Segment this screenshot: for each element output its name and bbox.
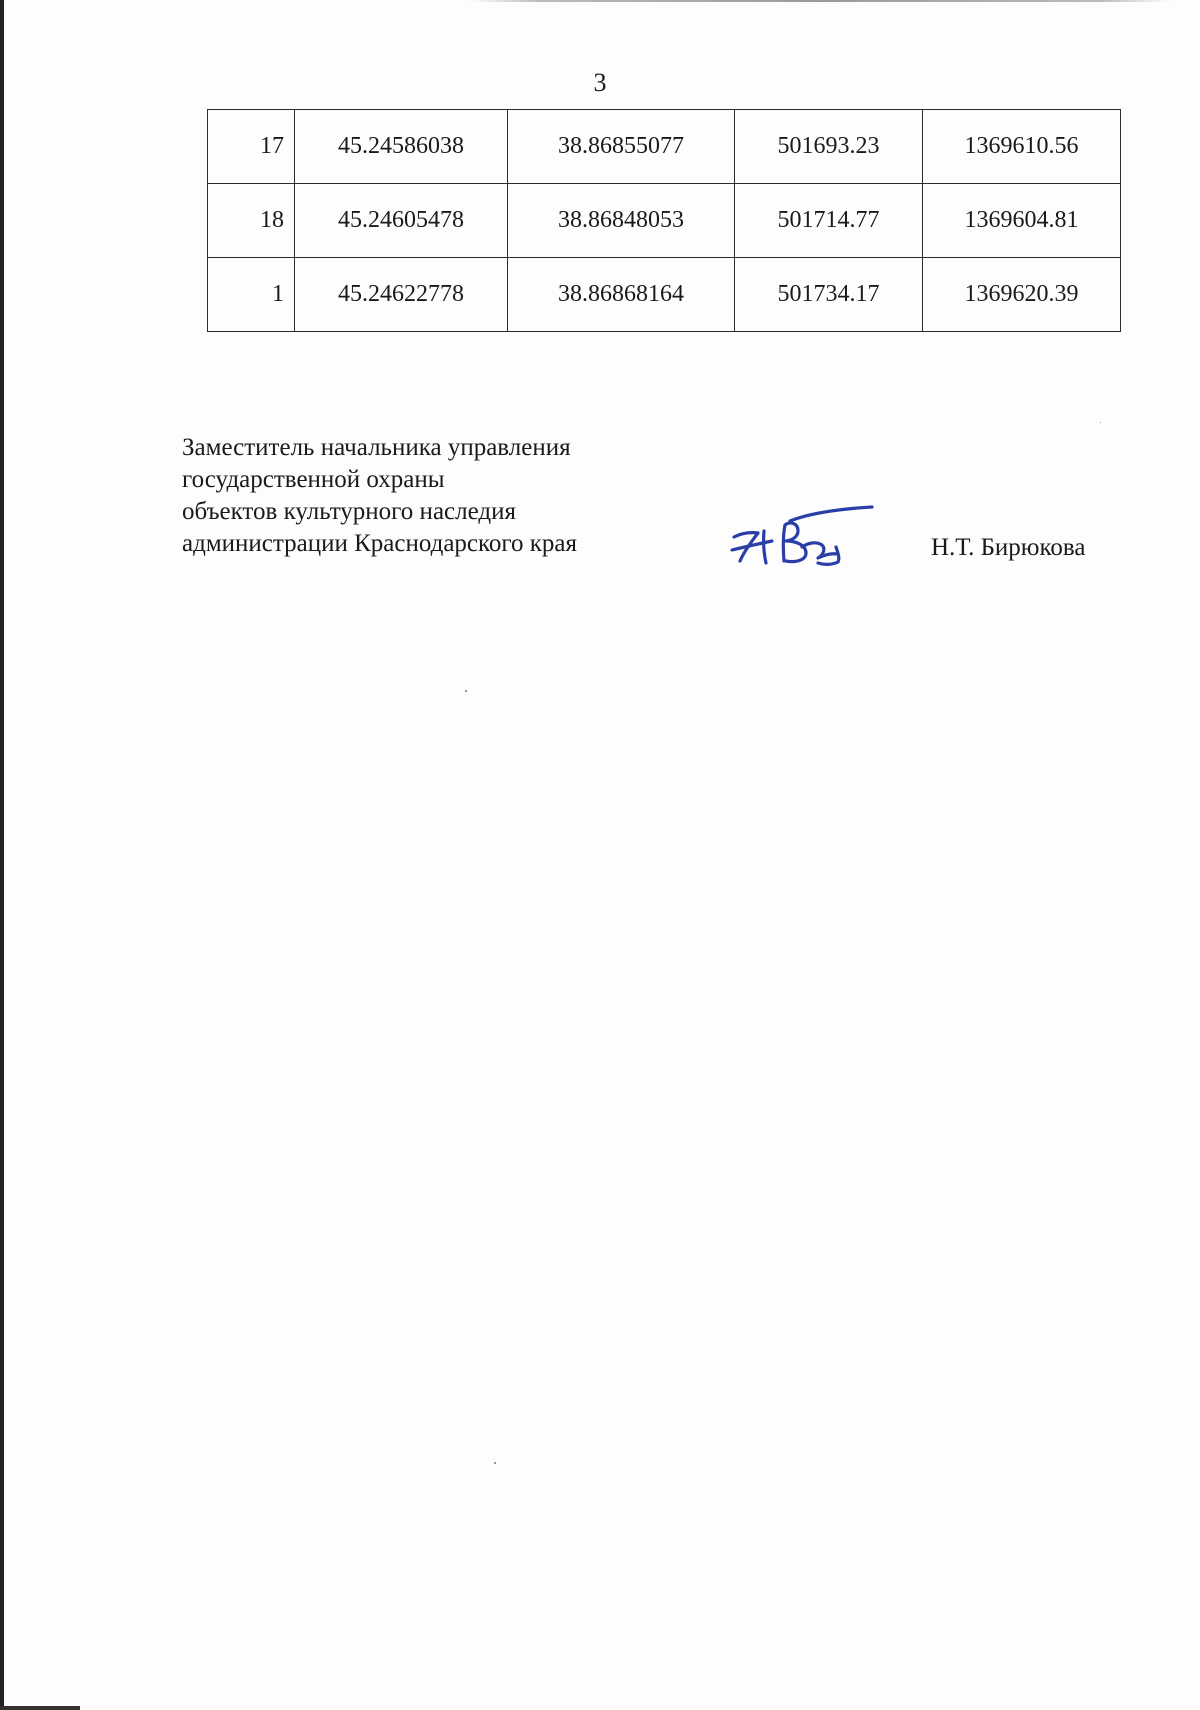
scan-edge-top xyxy=(470,0,1170,2)
position-line: государственной охраны xyxy=(182,466,445,493)
longitude-cell: 38.86868164 xyxy=(508,258,735,332)
table-row xyxy=(208,184,1121,258)
longitude-cell: 38.86855077 xyxy=(508,110,735,184)
x-coordinate-cell: 501734.17 xyxy=(735,258,923,332)
y-coordinate-cell: 1369604.81 xyxy=(923,184,1121,258)
table-row xyxy=(208,110,1121,184)
point-number-cell: 17 xyxy=(208,110,295,184)
position-line: Заместитель начальника управления xyxy=(182,434,571,461)
latitude-cell: 45.24622778 xyxy=(295,258,508,332)
scan-edge-bottom xyxy=(0,1706,80,1710)
signer-name: Н.Т. Бирюкова xyxy=(931,534,1086,561)
y-coordinate-cell: 1369620.39 xyxy=(923,258,1121,332)
point-number-cell: 1 xyxy=(208,258,295,332)
signature-stroke xyxy=(764,531,766,563)
scan-speck xyxy=(1100,422,1101,423)
position-line: администрации Краснодарского края xyxy=(182,530,578,557)
latitude-cell: 45.24586038 xyxy=(295,110,508,184)
x-coordinate-cell: 501693.23 xyxy=(735,110,923,184)
signature-stroke xyxy=(790,507,872,521)
signatory-position xyxy=(182,432,577,560)
coordinates-table xyxy=(207,109,1121,332)
position-line: объектов культурного наследия xyxy=(182,498,516,525)
scan-speck xyxy=(465,690,467,692)
x-coordinate-cell: 501714.77 xyxy=(735,184,923,258)
point-number-cell: 18 xyxy=(208,184,295,258)
signature-stroke xyxy=(783,523,806,562)
handwritten-signature xyxy=(728,503,878,573)
signature-strokes xyxy=(732,507,872,564)
scan-edge-left xyxy=(0,0,4,1710)
longitude-cell: 38.86848053 xyxy=(508,184,735,258)
y-coordinate-cell: 1369610.56 xyxy=(923,110,1121,184)
scan-speck xyxy=(494,1462,496,1464)
table-row xyxy=(208,258,1121,332)
signature-stroke xyxy=(802,543,838,558)
page-number: 3 xyxy=(593,68,607,97)
latitude-cell: 45.24605478 xyxy=(295,184,508,258)
